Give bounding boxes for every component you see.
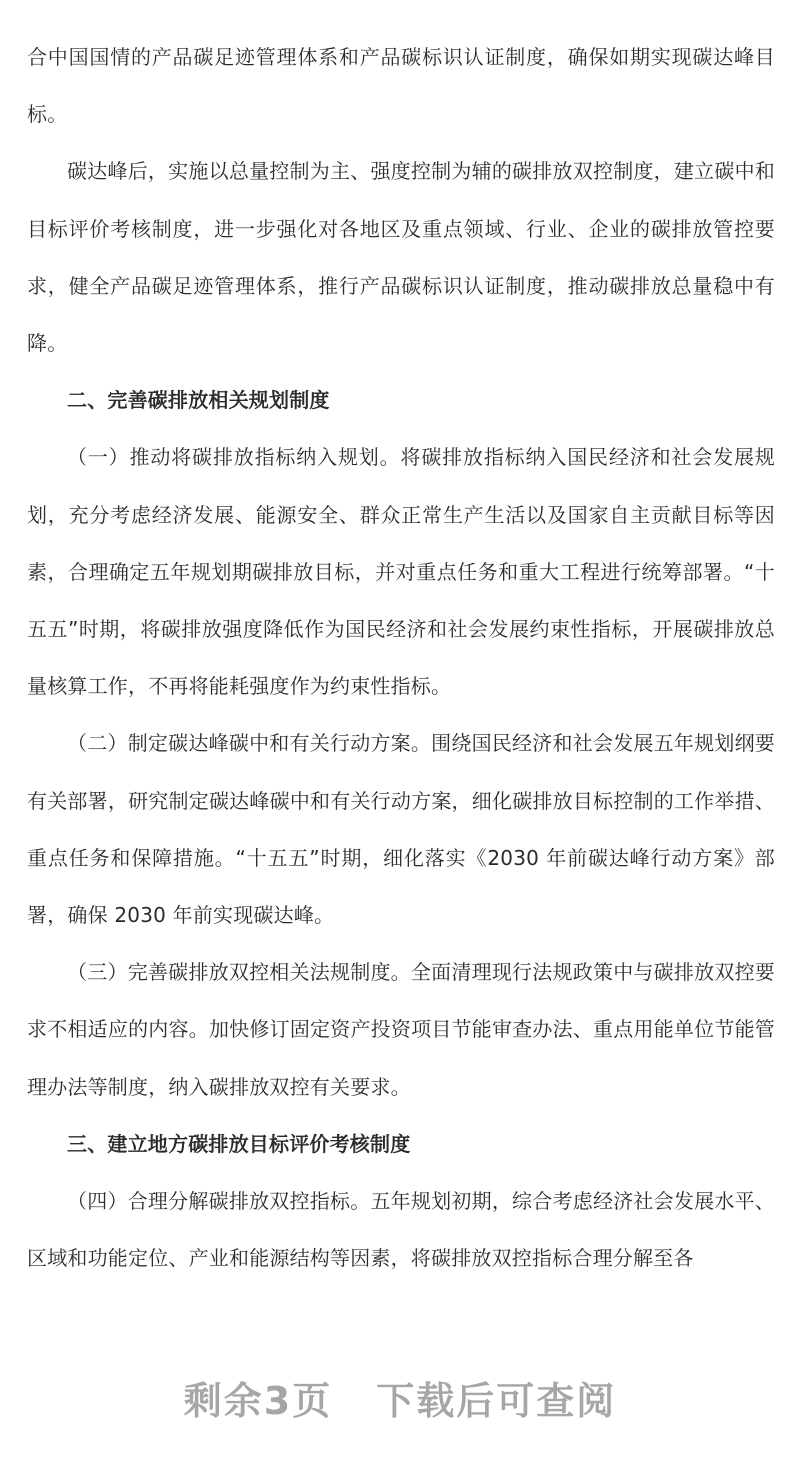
document-body [27, 29, 775, 1287]
paragraph-3: （一）推动将碳排放指标纳入规划。将碳排放指标纳入国民经济和社会发展规划，充分考虑经济发展、能源安全、群众正常生产生活以及国家自主贡献目标等因素，合理确定五年规划期碳排放目标，并对重点任务和重大工程进行统筹部署。“十五五”时期，将碳排放强度降低作为国民经济和社会发展约束性指标，开展碳排放总量核算工作，不再将能耗强度作为约束性指标。 [27, 445, 775, 699]
paragraph-1: 合中国国情的产品碳足迹管理体系和产品碳标识认证制度，确保如期实现碳达峰目标。 [27, 45, 775, 127]
section-heading-3: 三、建立地方碳排放目标评价考核制度 [67, 1131, 411, 1156]
download-prompt-text[interactable] [162, 1370, 638, 1425]
section-heading-2: 二、完善碳排放相关规划制度 [67, 388, 330, 413]
download-hint-label: 下载后可查阅 [376, 1379, 617, 1423]
remaining-pages-label: 剩余3页 [183, 1379, 333, 1423]
paragraph-2: 碳达峰后，实施以总量控制为主、强度控制为辅的碳排放双控制度，建立碳中和目标评价考核制度，进一步强化对各地区及重点领域、行业、企业的碳排放管控要求，健全产品碳足迹管理体系，推行产品碳标识认证制度，推动碳排放总量稳中有降。 [27, 159, 775, 356]
paragraph-6: （四）合理分解碳排放双控指标。五年规划初期，综合考虑经济社会发展水平、区域和功能定位、产业和能源结构等因素，将碳排放双控指标合理分解至各 [27, 1189, 775, 1271]
paragraph-5: （三）完善碳排放双控相关法规制度。全面清理现行法规政策中与碳排放双控要求不相适应的内容。加快修订固定资产投资项目节能审查办法、重点用能单位节能管理办法等制度，纳入碳排放双控有关要求。 [27, 960, 775, 1099]
paragraph-4: （二）制定碳达峰碳中和有关行动方案。围绕国民经济和社会发展五年规划纲要有关部署，研究制定碳达峰碳中和有关行动方案，细化碳排放目标控制的工作举措、重点任务和保障措施。“十五五”时期，细化落实《2030 年前碳达峰行动方案》部署，确保 2030 年前实现碳达峰。 [27, 731, 775, 928]
download-prompt[interactable] [0, 1370, 800, 1430]
